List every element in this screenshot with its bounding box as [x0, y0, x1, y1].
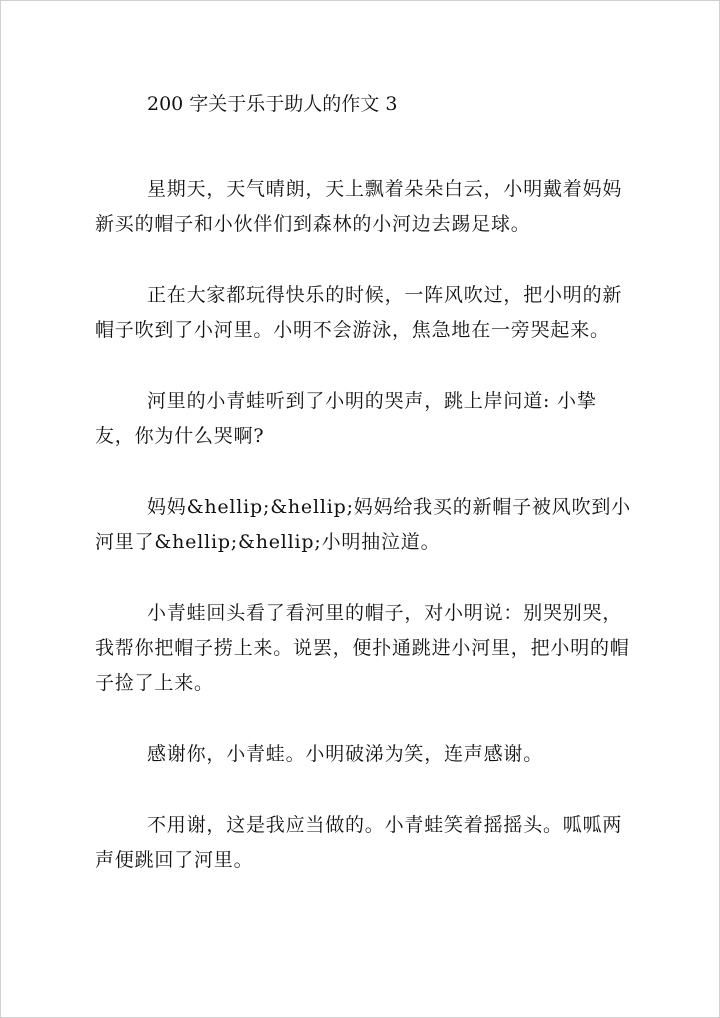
- document-title: 200 字关于乐于助人的作文 3: [147, 93, 398, 115]
- paragraph-3: 河里的小青蛙听到了小明的哭声，跳上岸问道: 小挚友，你为什么哭啊?: [95, 390, 597, 447]
- document-body: [95, 87, 635, 914]
- paragraph-7: 不用谢，这是我应当做的。小青蛙笑着摇摇头。呱呱两声便跳回了河里。: [95, 814, 623, 871]
- paragraph-5: 小青蛙回头看了看河里的帽子，对小明说：别哭别哭，我帮你把帽子捞上来。说罢，便扑通跳进小河里，把小明的帽子捡了上来。: [95, 602, 630, 694]
- paragraph-1: 星期天，天气晴朗，天上飘着朵朵白云，小明戴着妈妈新买的帽子和小伙伴们到森林的小河边去踢足球。: [95, 178, 623, 235]
- paragraph-2: 正在大家都玩得快乐的时候，一阵风吹过，把小明的新帽子吹到了小河里。小明不会游泳，焦急地在一旁哭起来。: [95, 284, 623, 341]
- paragraph-4: 妈妈&hellip;&hellip;妈妈给我买的新帽子被风吹到小河里了&hellip;&hellip;小明抽泣道。: [95, 496, 631, 553]
- paragraph-6: 感谢你，小青蛙。小明破涕为笑，连声感谢。: [147, 743, 544, 765]
